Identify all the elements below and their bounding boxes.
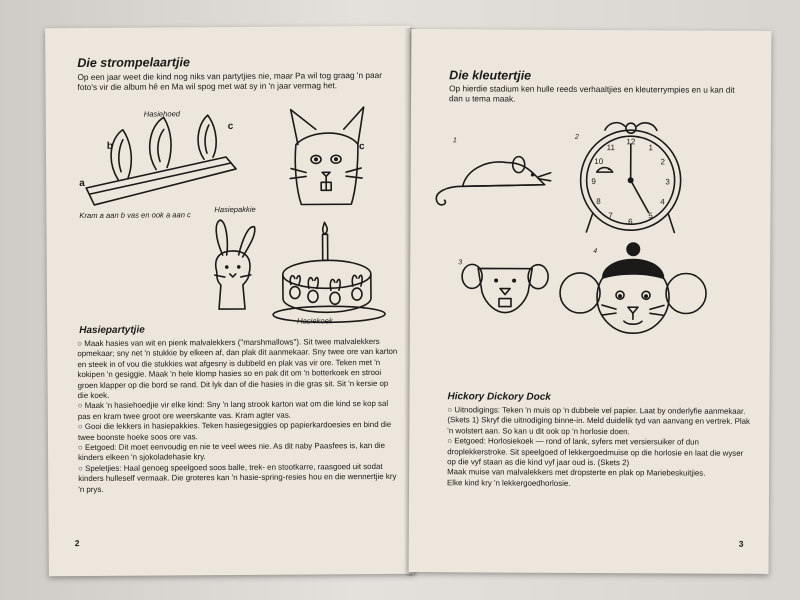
clock-number: 6 — [628, 217, 633, 227]
right-paragraph: ○ Eetgoed: Horlosiekoek — rond of lank, syfers met versiersuiker of dun droplekkerstroke. Sit speelgoed of lekkergoedmuise op die horlosie en laat die wyser op die vyf staan as die kind vyf jaar oud is. (Skets 2) — [447, 436, 744, 468]
left-paragraph: ○ Speletjies: Haal genoeg speelgoed soos balle, trek- en stootkarre, raasgoed uit sodat kinders hulleself vermaak. Die groteres kan 'n hasie-spring-resies hou en die wennertjie kry 'n prys. — [78, 461, 397, 494]
label-hasiepakkie: Hasiepakkie — [214, 204, 256, 215]
label-hasiekoek: Hasiekoek — [297, 316, 333, 326]
page-number-left: 2 — [74, 538, 80, 549]
page-number-right: 3 — [738, 538, 744, 549]
clock-number: 8 — [596, 197, 601, 207]
figure-number-4: 4 — [593, 248, 598, 256]
figure-number-2: 2 — [574, 133, 579, 141]
figure-number-1: 1 — [452, 137, 457, 145]
left-page-title: Die strompelaartjie — [77, 55, 190, 71]
label-b: b — [106, 140, 114, 152]
left-paragraph: ○ Eetgoed: Dit moet eenvoudig en nie te veel wees nie. As dit naby Paasfees is, kan die kinders elkeen 'n sjokoladehasie kry. — [77, 440, 386, 463]
left-page-intro: Op een jaar weet die kind nog niks van partytjies nie, maar Pa wil tog graag 'n paar foto's vir die album hê en Ma wil spog met wat sy in 'n jaar vermag het. — [77, 69, 383, 92]
right-paragraph: Maak muise van malvalekkers met dropsterte en plak op Mariebeskuitjies. — [447, 467, 706, 479]
mouse-with-hat-drawing — [558, 235, 709, 336]
left-paragraph: ○ Maak hasies van wit en pienk malvalekkers ("marshmallows"). Sit twee malvalekkers opmekaar; sny net 'n stukkie by elkeen af, dan plak dit aanmekaar. Sny twee ore van karton en steek in of vou die stukkies wat afgesny is dubbeld en plak vas vir ore. Teken met 'n kokipen 'n gesiggie. Maak 'n hele klomp hasies so en pak dit om 'n botterkoek en strooi groen klapper op die bord se rand. Dit lyk dan of die hasies in die gras sit. Sit 'n kersie op die koek. — [77, 336, 398, 401]
clock-drawing — [578, 114, 689, 240]
label-hasiehoed: Hasiehoed — [143, 109, 181, 119]
clock-number: 4 — [660, 197, 665, 207]
left-paragraph: ○ Maak 'n hasiehoedjie vir elke kind: Sny 'n lang strook karton wat om die kind se kop sal pas en kram twee groot ore weerskante vas. Kram agter vas. — [77, 399, 389, 421]
label-c-second: c — [358, 141, 365, 153]
clock-number: 12 — [626, 137, 636, 147]
right-section-heading: Hickory Dickory Dock — [447, 391, 551, 403]
bunny-cake-drawing — [268, 226, 389, 322]
left-body-text — [77, 337, 400, 495]
right-paragraph: ○ Uitnodigings: Teken 'n muis op 'n dubbele vel papier. Laat by onderlyfie aanmekaar. (Skets 1) Skryf die uitnodiging binne-in. Meld duidelik tyd van aanvang en vertrek. Plak 'n wolstert aan. So kan u dit ook op 'n horlosie doen. — [447, 405, 751, 437]
bunny-face-drawing — [286, 104, 377, 215]
mouse-face-drawing — [462, 262, 552, 322]
clock-number: 2 — [660, 157, 665, 167]
clock-number: 7 — [608, 211, 613, 221]
label-c: c — [227, 120, 234, 133]
figure-number-3: 3 — [458, 259, 463, 267]
left-page — [45, 26, 414, 577]
clock-number: 9 — [591, 177, 596, 187]
right-body-text — [447, 405, 750, 490]
label-a: a — [79, 178, 85, 190]
clock-number: 10 — [594, 157, 604, 167]
mouse-drawing — [426, 144, 546, 220]
right-page — [409, 29, 772, 574]
label-kram-instruction: Kram a aan b vas en ook a aan c — [79, 210, 191, 221]
left-paragraph: ○ Gooi die lekkers in hasiepakkies. Teken hasiegesiggies op papierkardoesies en bind die twee boonste hoeke soos ore vas. — [77, 420, 392, 442]
right-paragraph: Elke kind kry 'n lekkergoedhorlosie. — [447, 478, 571, 488]
left-section-heading: Hasiepartytjie — [79, 324, 145, 337]
clock-number: 3 — [665, 177, 670, 187]
clock-number: 5 — [648, 211, 653, 221]
right-page-intro: Op hierdie stadium ken hulle reeds verhaaltjies en kleuterrympies en u kan dit dan u tema maak. — [449, 83, 735, 104]
clock-number: 1 — [648, 143, 654, 153]
clock-number: 11 — [606, 143, 615, 153]
bunny-bag-drawing — [204, 217, 265, 317]
right-page-title: Die kleutertjie — [449, 68, 532, 83]
